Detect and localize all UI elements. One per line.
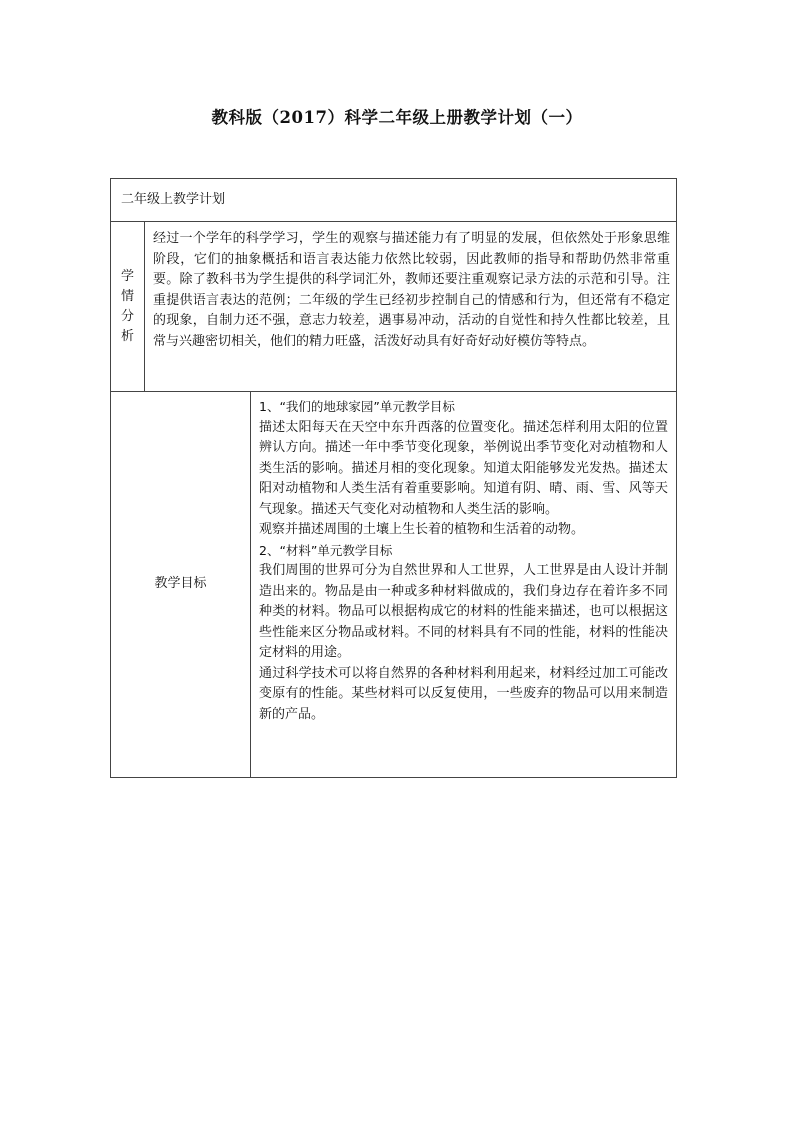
teaching-plan-table xyxy=(110,178,677,778)
unit1-paragraph: 描述太阳每天在天空中东升西落的位置变化。描述怎样利用太阳的位置辨认方向。描述一年中季节变化现象，举例说出季节变化对动植物和人类生活的影响。描述月相的变化现象。知道太阳能够发光发热。描述太阳对动植物和人类生活有着重要影响。知道有阴、晴、雨、雪、风等天气现象。描述天气变化对动植物和人类生活的影响。 xyxy=(259,419,669,517)
analysis-label-char: 学 xyxy=(120,268,134,284)
unit2-title: 2、“材料”单元教学目标 xyxy=(259,542,393,558)
unit2-paragraph: 我们周围的世界可分为自然世界和人工世界，人工世界是由人设计并制造出来的。物品是由一种或多种材料做成的，我们身边存在着许多不同种类的材料。物品可以根据构成它的材料的性能来描述，也可以根据这些性能来区分物品或材料。不同的材料具有不同的性能，材料的性能决定材料的用途。 xyxy=(259,563,669,660)
analysis-label-char: 情 xyxy=(120,288,134,304)
goals-label: 教学目标 xyxy=(111,392,251,778)
goals-content xyxy=(251,392,677,778)
analysis-label-char: 分 xyxy=(120,308,134,324)
goals-row xyxy=(111,392,677,778)
table-header-cell: 二年级上教学计划 xyxy=(111,179,677,222)
document-title: 教科版（2017）科学二年级上册教学计划（一） xyxy=(211,108,583,127)
analysis-label-char: 析 xyxy=(120,328,134,344)
analysis-row xyxy=(111,222,677,392)
unit1-title: 1、“我们的地球家园”单元教学目标 xyxy=(259,399,455,414)
unit2-paragraph-2: 通过科学技术可以将自然界的各种材料利用起来，材料经过加工可能改变原有的性能。某些材料可以反复使用，一些废弃的物品可以用来制造新的产品。 xyxy=(259,665,669,722)
analysis-text: 经过一个学年的科学学习，学生的观察与描述能力有了明显的发展，但依然处于形象思维阶段，它们的抽象概括和语言表达能力依然比较弱，因此教师的指导和帮助仍然非常重要。除了教科书为学生提供的科学词汇外，教师还要注重观察记录方法的示范和引导。注重提供语言表达的范例；二年级的学生已经初步控制自己的情感和行为，但还常有不稳定的现象，自制力还不强，意志力较差，遇事易冲动，活动的自觉性和持久性都比较差，且常与兴趣密切相关，他们的精力旺盛，活泼好动具有好奇好动好模仿等特点。 xyxy=(145,222,677,392)
unit1-paragraph-2: 观察并描述周围的土壤上生长着的植物和生活着的动物。 xyxy=(259,522,585,537)
analysis-label xyxy=(111,222,145,392)
table-header-row xyxy=(111,179,677,222)
